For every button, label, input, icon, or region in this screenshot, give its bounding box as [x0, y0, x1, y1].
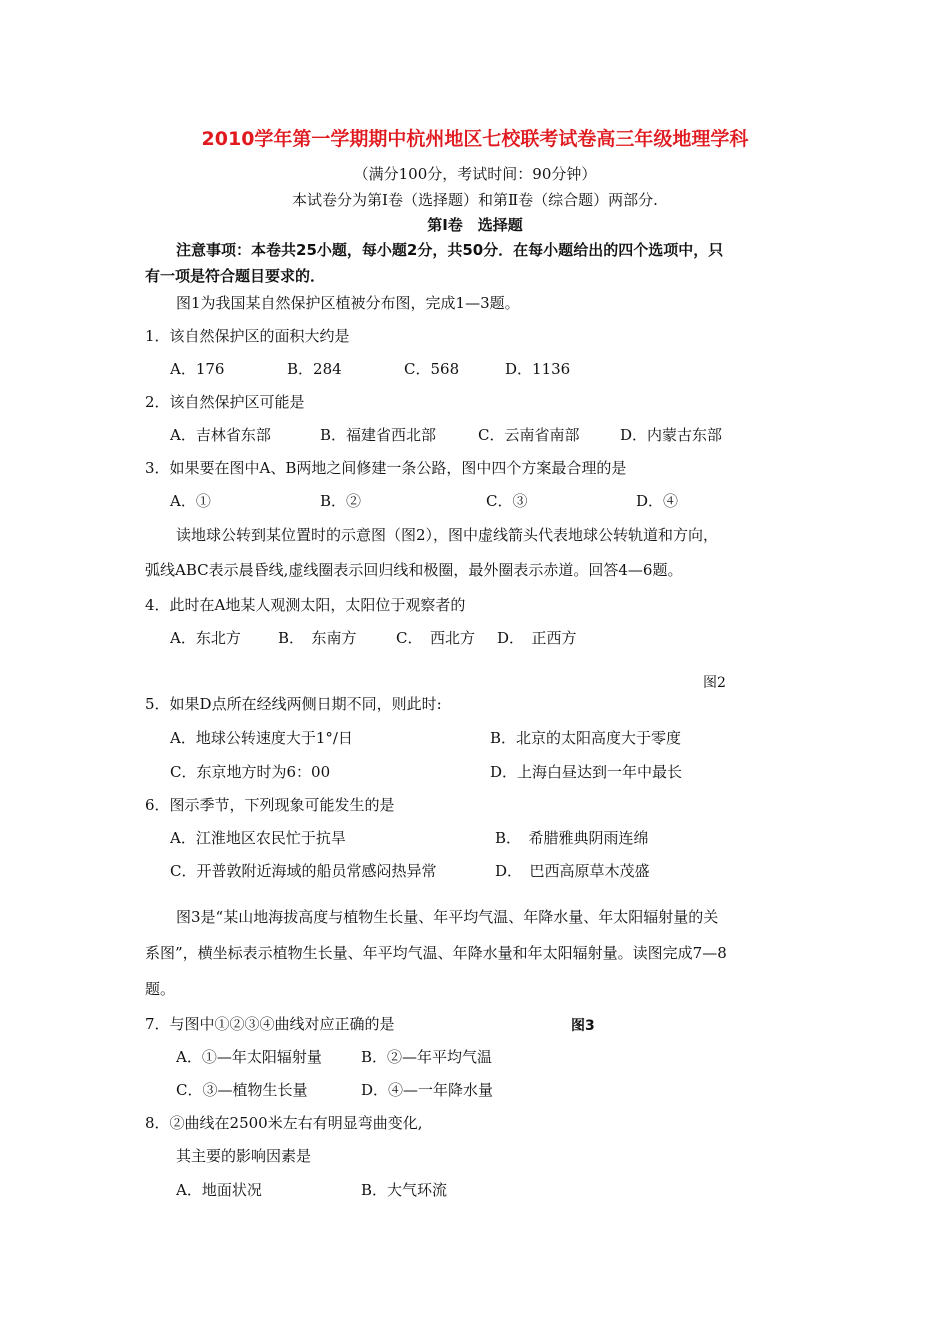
q8-option-a: A．地面状况: [176, 1181, 262, 1199]
q6-option-c: C．开普敦附近海域的船员常感闷热异常: [170, 862, 437, 880]
q3-option-a: A．①: [170, 492, 211, 510]
q1-option-b: B．284: [287, 360, 342, 378]
q6-option-a: A．江淮地区农民忙于抗旱: [170, 829, 346, 847]
q8-option-b: B．大气环流: [361, 1181, 448, 1199]
q6-stem: 6．图示季节，下列现象可能发生的是: [145, 796, 395, 814]
fig3-intro-line-3: 题。: [145, 980, 176, 998]
q4-option-c: C． 西北方: [396, 629, 475, 647]
fig3-label: 图3: [571, 1018, 595, 1034]
q5-option-d: D．上海白昼达到一年中最长: [490, 763, 683, 781]
q1-option-c: C．568: [404, 360, 460, 378]
q7-stem: 7．与图中①②③④曲线对应正确的是: [145, 1015, 395, 1033]
exam-subtitle: （满分100分，考试时间：90分钟）: [353, 165, 597, 183]
q2-option-b: B．福建省西北部: [320, 426, 437, 444]
q3-stem: 3．如果要在图中A、B两地之间修建一条公路，图中四个方案最合理的是: [145, 459, 627, 477]
q2-option-c: C．云南省南部: [478, 426, 580, 444]
q7-option-d: D．④—一年降水量: [361, 1081, 494, 1099]
q3-option-c: C．③: [486, 492, 528, 510]
q6-option-d: D． 巴西高原草木茂盛: [495, 862, 650, 880]
q5-option-a: A．地球公转速度大于1°/日: [170, 729, 353, 747]
fig3-intro-line-1: 图3是“某山地海拔高度与植物生长量、年平均气温、年降水量、年太阳辐射量的关: [176, 908, 719, 926]
q8-stem-line-1: 8．②曲线在2500米左右有明显弯曲变化,: [145, 1114, 423, 1132]
q4-stem: 4．此时在A地某人观测太阳，太阳位于观察者的: [145, 596, 466, 614]
q7-option-a: A．①—年太阳辐射量: [176, 1048, 322, 1066]
q5-stem: 5．如果D点所在经线两侧日期不同，则此时:: [145, 695, 442, 713]
q4-option-b: B． 东南方: [278, 629, 357, 647]
q2-option-a: A．吉林省东部: [170, 426, 271, 444]
fig2-label: 图2: [703, 675, 726, 691]
q1-option-d: D．1136: [505, 360, 571, 378]
exam-title: 2010学年第一学期期中杭州地区七校联考试卷高三年级地理学科: [201, 128, 749, 150]
fig1-intro: 图1为我国某自然保护区植被分布图，完成1—3题。: [176, 294, 520, 312]
q8-stem-line-2: 其主要的影响因素是: [176, 1147, 312, 1165]
notice-line-1: 注意事项：本卷共25小题，每小题2分，共50分．在每小题给出的四个选项中，只: [176, 241, 724, 259]
q3-option-d: D．④: [636, 492, 679, 510]
fig2-intro-line-2: 弧线ABC表示晨昏线,虚线圈表示回归线和极圈，最外圈表示赤道。回答4—6题。: [145, 561, 683, 579]
q5-option-c: C．东京地方时为6：00: [170, 763, 331, 781]
fig2-intro-line-1: 读地球公转到某位置时的示意图（图2），图中虚线箭头代表地球公转轨道和方向，: [176, 526, 719, 544]
exam-intro: 本试卷分为第Ⅰ卷（选择题）和第Ⅱ卷（综合题）两部分.: [292, 191, 658, 209]
q6-option-b: B． 希腊雅典阴雨连绵: [495, 829, 649, 847]
fig3-intro-line-2: 系图”，横坐标表示植物生长量、年平均气温、年降水量和年太阳辐射量。读图完成7—8: [145, 944, 727, 962]
q3-option-b: B．②: [320, 492, 362, 510]
q4-option-d: D． 正西方: [497, 629, 577, 647]
section-heading: 第Ⅰ卷 选择题: [427, 216, 523, 234]
q1-option-a: A．176: [170, 360, 225, 378]
q2-option-d: D．内蒙古东部: [620, 426, 723, 444]
q5-option-b: B．北京的太阳高度大于零度: [490, 729, 682, 747]
q7-option-c: C．③—植物生长量: [176, 1081, 308, 1099]
q1-stem: 1．该自然保护区的面积大约是: [145, 327, 350, 345]
notice-line-2: 有一项是符合题目要求的．: [145, 267, 326, 285]
q4-option-a: A．东北方: [170, 629, 241, 647]
q2-stem: 2．该自然保护区可能是: [145, 393, 305, 411]
q7-option-b: B．②—年平均气温: [361, 1048, 493, 1066]
